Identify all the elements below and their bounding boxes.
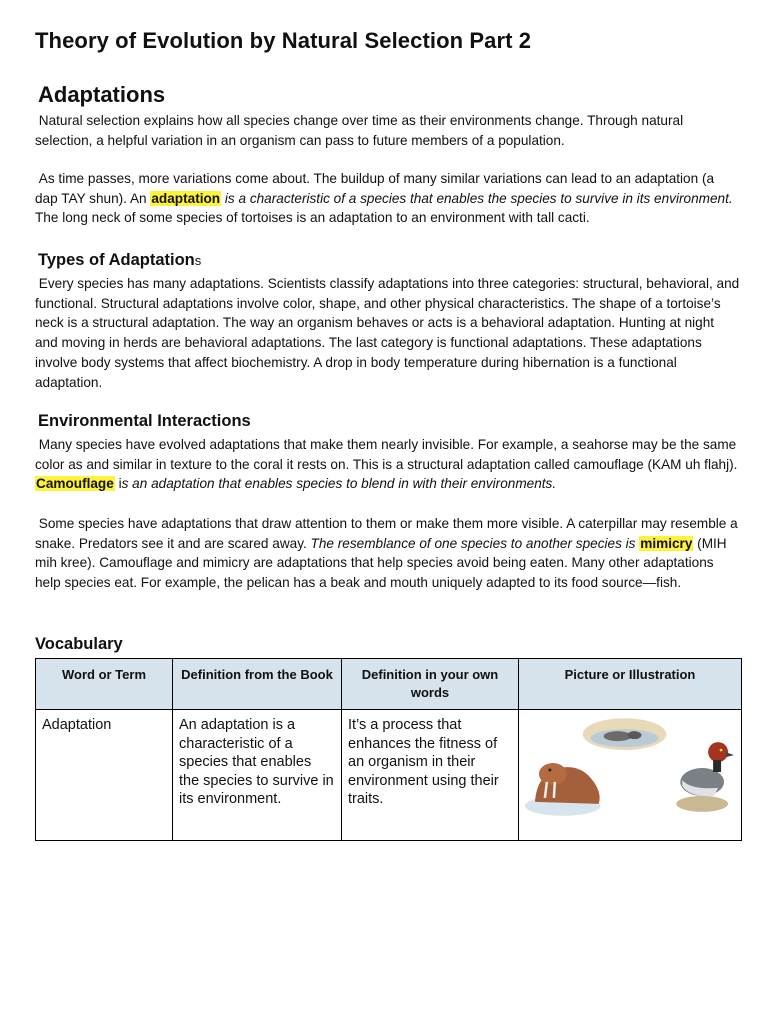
- animal-illustration: [523, 712, 737, 830]
- section-heading-environmental: Environmental Interactions: [38, 412, 251, 430]
- column-header-book-definition: Definition from the Book: [173, 659, 342, 710]
- walrus-head: [539, 763, 567, 785]
- walrus-eye: [548, 769, 551, 772]
- table-header-row: [36, 659, 742, 710]
- cell-term: Adaptation: [36, 710, 173, 841]
- adaptations-paragraph-1: Natural selection explains how all species change over time as their environments change. Through natural selection, a helpful variation in an organism can pass to future members of a population.: [35, 113, 684, 148]
- vocabulary-table: [35, 658, 742, 841]
- duck-eye: [720, 749, 723, 752]
- environmental-paragraph-2: Some species have adaptations that draw attention to them or make them more visible. A caterpillar may resemble a snake. Predators see it and are scared away. The resemblance of one species to another species is mimicry (MIH mih kree). Camouflage and mimicry are adaptations that help species avoid being eaten. Many other adaptations help species eat. For example, the pelican has a beak and mouth uniquely adapted to its food source—fish.: [35, 516, 738, 591]
- highlight-adaptation: adaptation: [151, 190, 221, 206]
- highlight-camouflage: Camouflage: [36, 476, 114, 492]
- environmental-paragraph-1: Many species have evolved adaptations that make them nearly invisible. For example, a seahorse may be the same color as and similar in texture to the coral it rests on. This is a structural adaptation called camouflage (KAM uh flahj). Camouflage is an adaptation that enables species to blend in with their environments.: [35, 437, 738, 492]
- cell-book-definition: An adaptation is a characteristic of a species that enables the species to survive in its environment.: [173, 710, 342, 841]
- section-heading-types: Types of Adaptations: [38, 251, 202, 269]
- cell-picture: [519, 710, 742, 841]
- column-header-word: Word or Term: [36, 659, 173, 710]
- hippo-icon: [604, 731, 632, 741]
- duck-neck: [713, 760, 721, 772]
- section-heading-vocabulary: Vocabulary: [35, 635, 123, 653]
- types-paragraph: Every species has many adaptations. Scientists classify adaptations into three categories: structural, behavioral, and functional. Structural adaptations involve color, shape, and other physical characteristics. The shape of a tortoise’s neck is a structural adaptation. The way an organism behaves or acts is a behavioral adaptation. Hunting at night and moving in herds are behavioral adaptations. The last category is functional adaptations. These adaptations involve body systems that affect biochemistry. A drop in body temperature during hibernation is a functional adaptation.: [35, 276, 740, 390]
- ground-rock: [676, 796, 728, 812]
- cell-own-definition: It’s a process that enhances the fitness of an organism in their environment using their traits.: [342, 710, 519, 841]
- duck-beak: [726, 752, 734, 757]
- document-title: Theory of Evolution by Natural Selection Part 2: [35, 28, 532, 53]
- table-row: [36, 710, 742, 841]
- duck-head: [708, 742, 728, 762]
- column-header-picture: Picture or Illustration: [519, 659, 742, 710]
- column-header-own-definition: Definition in your own words: [342, 659, 519, 710]
- adaptations-paragraph-2: As time passes, more variations come about. The buildup of many similar variations can lead to an adaptation (a dap TAY shun). An adaptation is a characteristic of a species that enables the species to survive in its environment. The long neck of some species of tortoises is an adaptation to an environment with tall cacti.: [35, 171, 733, 226]
- hippo-head: [628, 731, 642, 739]
- section-heading-adaptations: Adaptations: [38, 82, 166, 107]
- highlight-mimicry: mimicry: [640, 535, 693, 551]
